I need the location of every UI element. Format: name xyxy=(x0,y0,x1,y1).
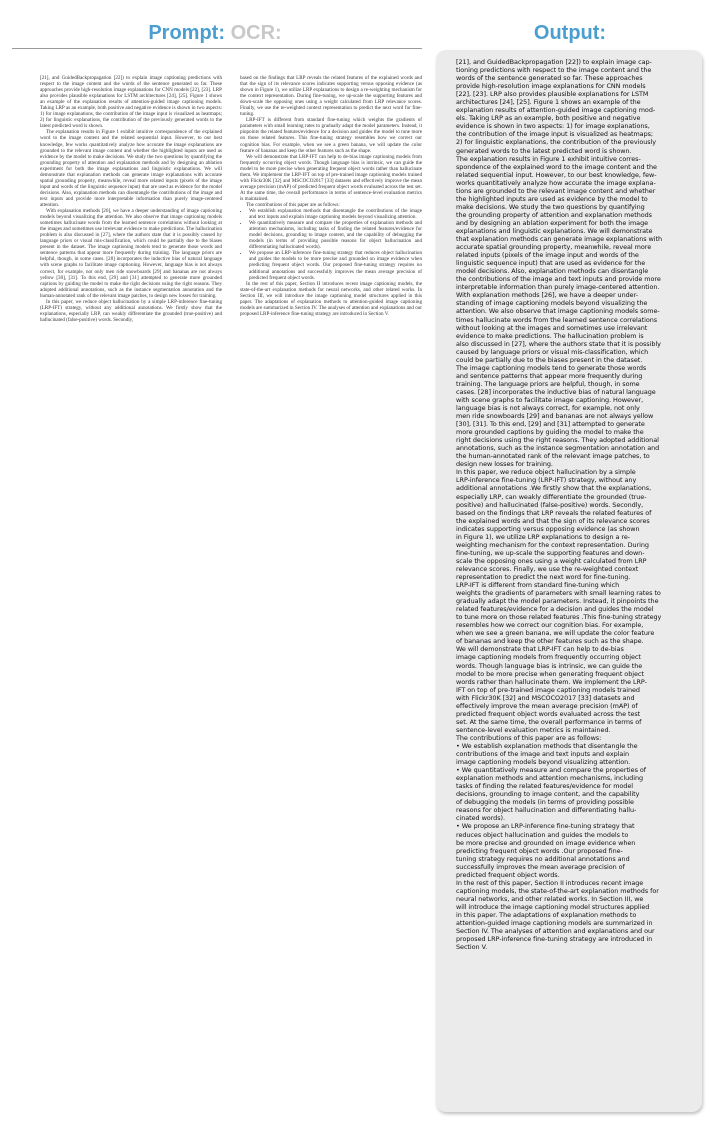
contribution-list xyxy=(240,208,422,281)
paper-paragraph: [21], and GuidedBackpropagation [22]) to explain image captioning predictions with respect to the image content and the words of the sentence generated so far. These approaches provide high-resolution image explanations for CNN models [22], [23]. LRP also provides plausible explanations for LSTM architectures [24], [25]. Figure 1 shows an example of the explanation results of attention-guided image captioning models. Taking LRP as an example, both positive and negative evidence is shown in two aspects: 1) for image explanations, the contribution of the image input is visualized as heatmaps; 2) for linguistic explanations, the contribution of the previously generated words to the latest predicted word is shown. xyxy=(40,75,222,130)
output-text: [21], and GuidedBackpropagation [22]) to explain image cap- tioning predictions with respect to the image content and the words of the sentence generated so far. These approaches provide high-resolution image explanations for CNN models [22], [23]. LRP also provides plausible explanations for LSTM architectures [24], [25]. Figure 1 shows an example of the explanation results of attention-guided image captioning mod- els. Taking LRP as an example, both positive and negative evidence is shown in two aspects: 1) for image explanations, the contribution of the image input is visualized as heatmaps; 2) for linguistic explanations, the contribution of the previously generated words to the latest predicted word is shown. The explanation results in Figure 1 exhibit intuitive corres- spondence of the explained word to the image content and the related sequential input. However, to our best knowledge, few- works quantitatively analyze how accurate the image explana- tions are grounded to the relevant image content and whether the highlighted inputs are used as evidence by the model to make decisions. We study the two questions by quantifying the grounding property of attention and explanation methods and by designing an ablation experiment for both the image explanations and linguistic explanations. We will demonstrate that explanation methods can generate image explanations with accurate spatial grounding property, meanwhile, reveal more related inputs (pixels of the image input and words of the linguistic sequence input) that are used as evidence for the model decisions. Also, explanation methods can disentangle the contributions of the image and text inputs and provide more interpretable information than purely image-centered attention. With explanation methods [26], we have a deeper under- standing of image captioning models beyond visualizing the attention. We also observe that image captioning models some- times hallucinate words from the learned sentence correlations without looking at the images and sometimes use irrelevant evidence to make predictions. The hallucination problem is also discussed in [27], where the authors state that it is possibly caused by language priors or visual mis-classification, which could be partially due to the biases present in the dataset. The image captioning models tend to generate those words and sentence patterns that appear more frequently during training. The language priors are helpful, though, in some cases. [28] incorporates the inductive bias of natural language with scene graphs to facilitate image captioning. However, language bias is not always correct, for example, not only men ride snowboards [29] and bananas are not always yellow [30], [31]. To this end, [29] and [31] attempted to generate more grounded captions by guiding the model to make the right decisions using the right reasons. They adopted additional annotations, such as the instance segmentation annotation and the human-annotated rank of the relevant image patches, to design new losses for training. In this paper, we reduce object hallucination by a simple LRP-inference fine-tuning (LRP-IFT) strategy, without any additional annotations .We firstly show that the explanations, especially LRP, can weakly differentiate the grounded (true- positive) and hallucinated (false-positive) words. Secondly, based on the findings that LRP reveals the related features of the explained words and that the sign of its relevance scores indicates supporting versus opposing evidence (as shown in Figure 1), we utilize LRP explanations to design a re- weighting mechanism for the context representation. During fine-tuning, we up-scale the supporting features and down- scale the opposing ones using a weight calculated from LRP relevance scores. Finally, we use the re-weighted context representation to predict the next word for fine-tuning. LRP-IFT is different from standard fine-tuning which weights the gradients of parameters with small learning rates to gradually adapt the model parameters. Instead, it pinpoints the related features/evidence for a decision and guides the model to tune more on those related features .This fine-tuning strategy resembles how we correct our cognition bias. For example, when we see a green banana, we will update the color feature of bananas and keep the other features such as the shape. We will demonstrate that LRP-IFT can help to de-bias image captioning models from frequently occurring object words. Though language bias is intrinsic, we can guide the model to be more precise when generating frequent object words rather than hallucinate them. We implement the LRP- IFT on top of pre-trained image captioning models trained with Flickr30K [32] and MSCOCO2017 [33] datasets and effectively improve the mean average precision (mAP) of predicted frequent object words evaluated across the test set. At the same time, the overall performance in terms of sentence-level evaluation metrics is maintained. The contributions of this paper are as follows: • We establish explanation methods that disentangle the contributions of the image and text inputs and explain image captioning models beyond visualizing attention. • We quantitatively measure and compare the properties of explanation methods and attention mechanisms, including tasks of finding the related features/evidence for model decisions, grounding to image content, and the capability of debugging the models (in terms of providing possible reasons for object hallucination and differentiating hallu- cinated words). • We propose an LRP-inference fine-tuning strategy that reduces object hallucination and guides the models to be more precise and grounded on image evidence when predicting frequent object words .Our proposed fine- tuning strategy requires no additional annotations and successfully improves the mean average precision of predicted frequent object words. In the rest of this paper, Section II introduces recent image captioning models, the state-of-the-art explanation methods for neural networks, and other related works. In Section III, we will introduce the image captioning model structures applied in this paper. The adaptations of explanation methods to attention-guided image captioning models are summarized in Section IV. The analyses of attention and explanations and our proposed LRP-inference fine-tuning strategy are introduced in Section V. xyxy=(456,58,663,952)
output-panel xyxy=(436,50,702,1112)
paper-paragraph: In the rest of this paper, Section II introduces recent image captioning models, the state-of-the-art explanation methods for neural networks, and other related works. In Section III, we will introduce the image captioning model structures applied in this paper. The adaptations of explanation methods to attention-guided image captioning models are summarized in Section IV. The analyses of attention and explanations and our proposed LRP-inference fine-tuning strategy are introduced in Section V. xyxy=(240,280,423,317)
paper-paragraph: With explanation methods [26], we have a deeper understanding of image captioning models beyond visualizing the attention. We also observe that image captioning models sometimes hallucinate words from the learned sentence correlations without looking at the images and sometimes use irrelevant evidence to make predictions. The hallucination problem is also discussed in [27], where the authors state that it is possibly caused by language priors or visual mis-classification, which could be partially due to the biases present in the dataset. The image captioning models tend to generate those words and sentence patterns that appear more frequently during training. The language priors are helpful, though, in some cases. [28] incorporates the inductive bias of natural language with scene graphs to facilitate image captioning. However, language bias is not always correct, for example, not only men ride snowboards [29] and bananas are not always yellow [30], [31]. To this end, [29] and [31] attempted to generate more grounded captions by guiding the model to make the right decisions using the right reasons. They adopted additional annotations, such as the instance segmentation annotation and the human-annotated rank of the relevant image patches, to design new losses for training. xyxy=(40,208,222,299)
prompt-header xyxy=(0,22,430,45)
paper-column-right xyxy=(240,75,422,317)
prompt-label: Prompt: xyxy=(148,22,225,44)
paper-paragraph: based on the findings that LRP reveals the related features of the explained words and that the sign of its relevance scores indicates supporting versus opposing evidence (as shown in Figure 1), we utilize LRP explanations to design a re-weighting mechanism for the context representation. During fine-tuning, we up-scale the supporting features and down-scale the opposing ones using a weight calculated from LRP relevance scores. Finally, we use the re-weighted context representation to predict the next word for fine-tuning. xyxy=(240,75,422,118)
paper-paragraph: LRP-IFT is different from standard fine-tuning which weights the gradients of parameters with small learning rates to gradually adapt the model parameters. Instead, it pinpoints the related features/evidence for a decision and guides the model to tune more on those related features. This fine-tuning strategy resembles how we correct our cognition bias. For example, when we see a green banana, we will update the color feature of bananas and keep the other features such as the shape. xyxy=(240,117,422,154)
contribution-item: • We establish explanation methods that disentangle the contributions of the image and text inputs and explain image captioning models beyond visualizing attention. xyxy=(249,208,422,220)
contribution-item: • We propose an LRP-inference fine-tuning strategy that reduces object hallucination and guides the models to be more precise and grounded on image evidence when predicting frequent object words. Our proposed fine-tuning strategy requires no additional annotations and successfully improves the mean average precision of predicted frequent object words. xyxy=(249,250,422,280)
paper-paragraph: We will demonstrate that LRP-IFT can help to de-bias image captioning models from frequently occurring object words. Though language bias is intrinsic, we can guide the model to be more precise when generating frequent object words rather than hallucinate them. We implement the LRP-IFT on top of pre-trained image captioning models trained with Flickr30K [32] and MSCOCO2017 [33] datasets and effectively improve the mean average precision (mAP) of predicted frequent object words evaluated across the test set. At the same time, the overall performance in terms of sentence-level evaluation metrics is maintained. xyxy=(240,153,422,202)
header-divider xyxy=(12,48,422,49)
ocr-label: OCR: xyxy=(230,22,282,44)
paper-column-left xyxy=(40,75,222,323)
paper-paragraph: In this paper, we reduce object hallucination by a simple LRP-inference fine-tuning (LRP-IFT) strategy, without any additional annotations. We firstly show that the explanations, especially LRP, can weakly differentiate the grounded (true-positive) and hallucinated (false-positive) words. Secondly, xyxy=(40,298,222,323)
paper-paragraph: The explanation results in Figure 1 exhibit intuitive correspondence of the explained word to the image content and the related sequential input. However, to our best knowledge, few works quantitatively analyze how accurate the image explanations are grounded to the relevant image content and whether the highlighted inputs are used as evidence by the model to make decisions. We study the two questions by quantifying the grounding property of attention and explanation methods and by designing an ablation experiment for both the image explanations and linguistic explanations. We will demonstrate that explanation methods can generate image explanations with accurate spatial grounding property, meanwhile, reveal more related inputs (pixels of the image input and words of the linguistic sequence input) that are used as evidence for the model decisions. Also, explanation methods can disentangle the contributions of the image and text inputs and provide more interpretable information than purely image-centered attention. xyxy=(40,129,222,208)
output-header: Output: xyxy=(533,22,607,44)
contribution-item: • We quantitatively measure and compare the properties of explanation methods and attention mechanisms, including tasks of finding the related features/evidence for model decisions, grounding to image content, and the capability of debugging the models (in terms of providing possible reasons for object hallucination and differentiating hallucinated words). xyxy=(249,220,422,250)
paper-paragraph: The contributions of this paper are as follows: xyxy=(246,201,340,208)
